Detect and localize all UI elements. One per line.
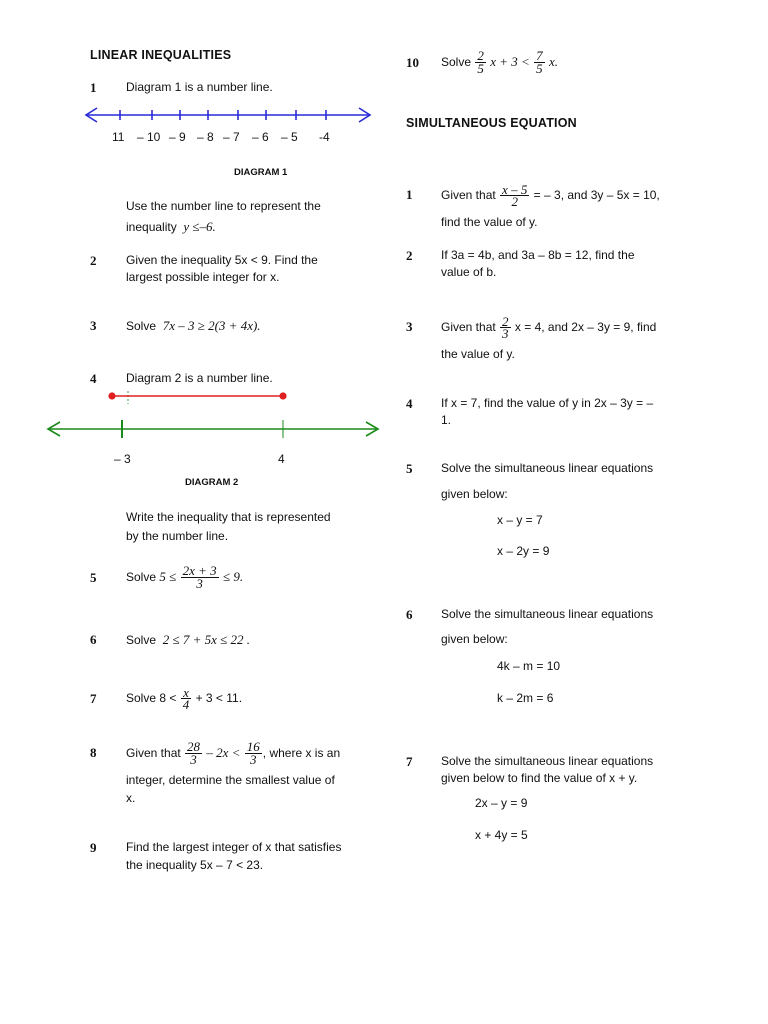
question-number: 7 xyxy=(90,691,97,706)
question-text: Given that xyxy=(441,188,496,202)
question-number: 7 xyxy=(406,754,413,769)
fraction-denominator: 3 xyxy=(190,752,197,768)
question-text xyxy=(126,631,250,649)
fraction xyxy=(500,314,511,342)
math-expression: 7x – 3 ≥ 2(3 + 4x). xyxy=(162,318,261,333)
number-line-2 xyxy=(48,391,378,438)
fraction xyxy=(500,182,529,210)
tick-label: – 5 xyxy=(281,130,298,144)
diagram-caption: DIAGRAM 2 xyxy=(185,477,239,488)
tick-label: 11 xyxy=(112,130,125,144)
tick-label: – 10 xyxy=(137,130,161,144)
fraction-numerator: x xyxy=(181,687,192,699)
question-text: given below to find the value of x + y. xyxy=(441,771,638,785)
math-expression: + 3 < 11. xyxy=(195,691,243,705)
equation: k – 2m = 6 xyxy=(497,691,554,705)
question-text: given below: xyxy=(441,632,508,646)
fraction-denominator: 5 xyxy=(477,61,484,77)
fraction-denominator: 5 xyxy=(536,61,543,77)
question-text xyxy=(441,43,558,81)
fraction xyxy=(181,685,192,713)
fraction-numerator: x – 5 xyxy=(502,182,528,198)
question-number: 3 xyxy=(90,318,97,333)
question-text: If x = 7, find the value of y in 2x – 3y = – xyxy=(441,396,654,410)
question-text: value of b. xyxy=(441,265,497,279)
question-text: Find the largest integer of x that satisfies xyxy=(126,840,342,854)
tick-label: 4 xyxy=(278,452,285,466)
math-expression: ≤ 9. xyxy=(223,569,244,584)
question-text: Diagram 1 is a number line. xyxy=(126,80,273,94)
tick-label: – 9 xyxy=(169,130,186,144)
question-number: 6 xyxy=(90,632,97,647)
tick-label: – 6 xyxy=(252,130,269,144)
tick-label: -4 xyxy=(319,130,330,144)
fraction-denominator: 3 xyxy=(196,576,203,592)
fraction-denominator: 4 xyxy=(182,697,190,713)
equation: x – y = 7 xyxy=(497,513,543,527)
equation: 4k – m = 10 xyxy=(497,659,561,673)
question-text: Use the number line to represent the xyxy=(126,199,321,213)
solution-segment xyxy=(108,392,286,399)
question-number: 1 xyxy=(90,80,97,95)
question-text xyxy=(126,558,243,596)
question-text: , where x is an xyxy=(262,746,341,760)
question-text xyxy=(441,308,656,346)
question-number: 4 xyxy=(90,371,97,386)
question-text: Diagram 2 is a number line. xyxy=(126,371,273,385)
question-text: x. xyxy=(126,791,136,805)
question-number: 4 xyxy=(406,396,413,411)
fraction-numerator: 2x + 3 xyxy=(182,563,217,579)
question-number: 9 xyxy=(90,840,97,855)
fraction-numerator: 7 xyxy=(536,48,543,64)
fraction xyxy=(534,50,545,75)
question-text: Solve the simultaneous linear equations xyxy=(441,607,654,621)
number-line-1 xyxy=(86,108,370,122)
fraction xyxy=(181,565,219,590)
fraction xyxy=(245,741,262,766)
fraction xyxy=(475,50,486,75)
question-text: x = 4, and 2x – 3y = 9, find xyxy=(514,320,657,334)
fraction-numerator: 2 xyxy=(477,48,484,64)
solve-label: Solve xyxy=(441,55,472,69)
solve-label: Solve xyxy=(126,570,157,584)
question-number: 5 xyxy=(406,461,413,476)
question-number: 2 xyxy=(90,253,97,268)
fraction-numerator: 16 xyxy=(246,739,260,755)
question-text: inequality xyxy=(126,220,177,234)
diagram-caption: DIAGRAM 1 xyxy=(234,167,288,178)
math-expression: 5 ≤ xyxy=(159,569,177,584)
question-text xyxy=(126,317,261,335)
question-number: 2 xyxy=(406,248,413,263)
section-heading-linear: LINEAR INEQUALITIES xyxy=(90,48,232,62)
fraction-numerator: 2 xyxy=(502,314,509,330)
math-expression: 2 ≤ 7 + 5x ≤ 22 . xyxy=(162,632,251,647)
solve-label: Solve xyxy=(126,633,157,647)
fraction-numerator: 28 xyxy=(187,739,201,755)
question-text: find the value of y. xyxy=(441,215,538,229)
question-text: the value of y. xyxy=(441,347,515,361)
question-text xyxy=(441,176,660,214)
fraction xyxy=(185,741,202,766)
solve-label: Solve 8 < xyxy=(126,691,177,705)
solve-label: Solve xyxy=(126,319,157,333)
question-number: 6 xyxy=(406,607,413,622)
question-text xyxy=(126,734,340,772)
question-number: 10 xyxy=(406,55,419,70)
fraction-denominator: 3 xyxy=(502,326,509,342)
question-text xyxy=(126,218,216,236)
question-text: If 3a = 4b, and 3a – 8b = 12, find the xyxy=(441,248,635,262)
fraction-denominator: 2 xyxy=(511,194,518,210)
equation: 2x – y = 9 xyxy=(475,796,528,810)
math-expression: x + 3 < xyxy=(490,54,530,69)
question-text: = – 3, and 3y – 5x = 10, xyxy=(533,188,660,202)
tick-label: – 3 xyxy=(114,452,131,466)
question-number: 8 xyxy=(90,745,97,760)
question-text: Given that xyxy=(126,746,181,760)
tick-label: – 7 xyxy=(223,130,240,144)
question-text: given below: xyxy=(441,487,508,501)
question-text: integer, determine the smallest value of xyxy=(126,773,335,787)
question-text: Solve the simultaneous linear equations xyxy=(441,754,654,768)
question-number: 5 xyxy=(90,570,97,585)
question-text: Given that xyxy=(441,320,496,334)
question-text: Solve the simultaneous linear equations xyxy=(441,461,654,475)
math-expression: y ≤–6. xyxy=(183,219,216,234)
question-text: Write the inequality that is represented xyxy=(126,510,331,524)
question-text: Given the inequality 5x < 9. Find the xyxy=(126,253,318,267)
question-text: largest possible integer for x. xyxy=(126,270,280,284)
question-text: by the number line. xyxy=(126,529,229,543)
math-expression: – 2x < xyxy=(206,745,241,760)
question-number: 3 xyxy=(406,319,413,334)
equation: x + 4y = 5 xyxy=(475,828,528,842)
tick-label: – 8 xyxy=(197,130,214,144)
math-expression: x. xyxy=(548,54,559,69)
question-text xyxy=(126,679,242,717)
equation: x – 2y = 9 xyxy=(497,544,550,558)
question-number: 1 xyxy=(406,187,413,202)
fraction-denominator: 3 xyxy=(250,752,257,768)
question-text: 1. xyxy=(441,413,452,427)
question-text: the inequality 5x – 7 < 23. xyxy=(126,858,264,872)
section-heading-simultaneous: SIMULTANEOUS EQUATION xyxy=(406,116,577,130)
